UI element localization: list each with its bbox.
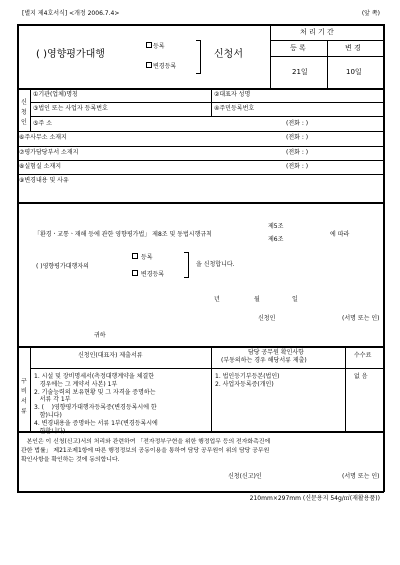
main-office-label: ⑥주사무소 소재지 xyxy=(19,134,67,141)
paper-spec: 210mm×297mm (신문용지 54g/㎡(재활용품)) xyxy=(249,495,380,502)
form-number: [별지 제4호서식] <개정 2006.7.4> xyxy=(22,10,120,17)
resident-no-label: ④주민등록번호 xyxy=(214,105,255,112)
col-submit-header: 신청인(대표자) 제출서류 xyxy=(78,352,143,359)
title-option-change: 변경등록 xyxy=(146,62,176,70)
consent-signature-note: (서명 또는 인) xyxy=(342,473,380,480)
fee-value: 없 음 xyxy=(354,373,368,380)
days-register: 21일 xyxy=(292,68,308,76)
decl-bracket xyxy=(184,252,189,278)
title-prefix: ( )영향평가대행 xyxy=(36,49,105,60)
decl-checkbox-register[interactable] xyxy=(132,253,138,259)
applies-text: 을 신청합니다. xyxy=(196,261,235,268)
article-6: 제6조 xyxy=(268,236,284,243)
days-change: 10일 xyxy=(346,68,362,76)
rep-name-label: ②대표자 성명 xyxy=(214,91,251,98)
applicant-side-label: 신 청 인 xyxy=(21,99,27,126)
lab-label: ⑧실험실 소재지 xyxy=(19,163,62,170)
submit-items: 1. 시설 및 장비명세서(측정대행계약을 체결한 경우에는 그 계약서 사본) 1부 2. 기술능력의 보유현황 및 그 자격을 증명하는 서류 각 1부 3. ( )영향평가대행자등록증(변경등록시에 한 함)니다) 4. 변경내용을 증명하는 서류 1부(변경등록시에 한합니다) xyxy=(34,373,158,435)
verify-items: 1. 법인등기부등본(법인) 2. 사업자등록증(개인) xyxy=(215,373,280,388)
col-register-label: 등 록 xyxy=(290,44,306,52)
law-text: 「환경ㆍ교통ㆍ재해 등에 관한 영향평가법」 제8조 및 동법시행규칙 xyxy=(34,231,212,238)
applicant-signature-label: 신청인 xyxy=(258,315,276,322)
org-name-label: ①기관(업체)명칭 xyxy=(33,91,78,98)
decl-option-register: 등록 xyxy=(132,253,153,261)
date-year: 년 xyxy=(214,296,220,303)
checkbox-register[interactable] xyxy=(146,42,152,48)
date-day: 일 xyxy=(292,296,298,303)
col-verify-header-2: (부동의하는 경우 해당서류 제출) xyxy=(221,357,307,364)
main-office-phone: (전화 : ) xyxy=(286,134,309,141)
decl-option-change: 변경등록 xyxy=(132,270,164,278)
eval-dept-phone: (전화 : ) xyxy=(286,149,309,156)
address-phone: (전화 : ) xyxy=(286,120,309,127)
col-verify-header-1: 담당 공무원 확인사항 xyxy=(248,349,304,356)
consent-signature-label: 신청(신고)인 xyxy=(228,473,262,480)
applicant-signature-note: (서명 또는 인) xyxy=(342,315,380,322)
title-suffix: 신청서 xyxy=(214,49,243,60)
lab-phone: (전화 : ) xyxy=(286,163,309,170)
col-change-label: 변 경 xyxy=(345,44,361,52)
address-label: ⑤주 소 xyxy=(33,120,52,127)
addressee: 귀하 xyxy=(94,332,106,339)
title-bracket xyxy=(196,40,201,74)
checkbox-change[interactable] xyxy=(146,62,152,68)
date-month: 월 xyxy=(254,296,260,303)
agency-prefix: ( )영향평가대행자의 xyxy=(36,263,89,270)
according-text: 에 따라 xyxy=(330,231,350,238)
page-side-label: (앞 쪽) xyxy=(361,10,380,17)
change-reason-label: ⑨변경내용 및 사유 xyxy=(19,177,69,184)
corp-reg-no-label: ③법인 또는 사업자 등록번호 xyxy=(33,105,108,112)
article-5: 제5조 xyxy=(268,223,284,230)
title-option-register: 등록 xyxy=(146,42,165,50)
eval-dept-label: ⑦평가담당부서 소재지 xyxy=(19,149,79,156)
consent-text: 본인은 이 신청(신고)서의 처리와 관련하여 「전자정부구현을 위한 행정업무 등의 전자화촉진에 관한 법률」 제21조제1항에 따른 행정정보의 공동이용을 통하여 담당 공무원이 위의 담당 공무원 확인사항을 확인하는 것에 동의합니다. xyxy=(21,439,271,463)
col-fee-header: 수수료 xyxy=(354,352,372,359)
docs-side-label: 구 비 서 류 xyxy=(21,378,27,415)
processing-period-label: 처 리 기 간 xyxy=(300,28,334,36)
decl-checkbox-change[interactable] xyxy=(132,270,138,276)
